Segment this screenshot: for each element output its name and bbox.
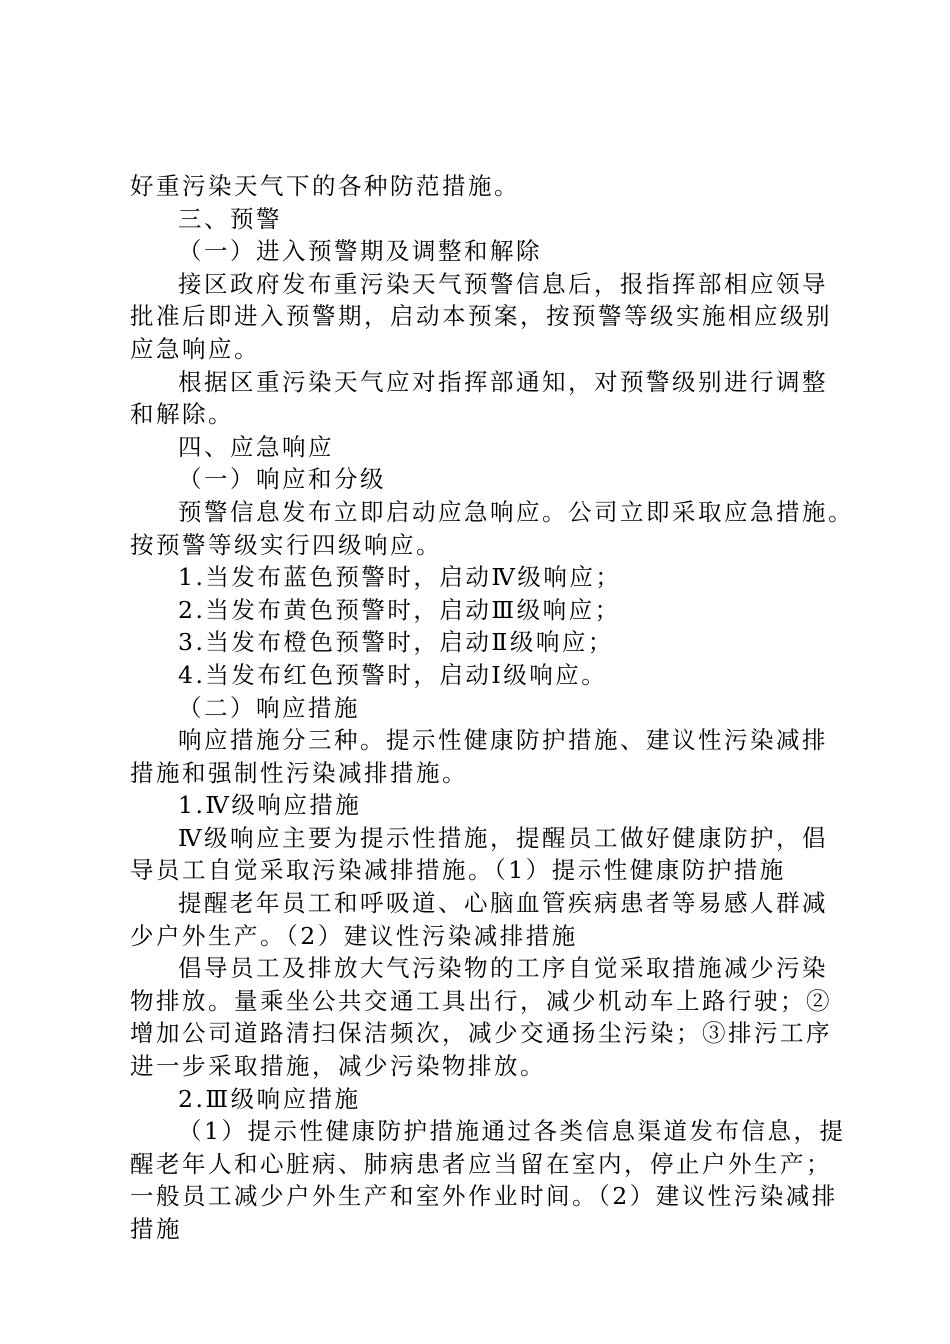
text-line: 1.当发布蓝色预警时，启动Ⅳ级响应； xyxy=(178,563,622,592)
text-line: 物排放。量乘坐公共交通工具出行，减少机动车上路行驶；② xyxy=(130,986,832,1015)
text-line: 2.当发布黄色预警时，启动Ⅲ级响应； xyxy=(178,595,621,624)
text-line: （一）进入预警期及调整和解除 xyxy=(178,237,542,266)
text-line: 好重污染天气下的各种防范措施。 xyxy=(130,172,520,200)
text-line: 一般员工减少户外生产和室外作业时间。（2）建议性污染减排 xyxy=(130,1182,838,1211)
text-line: 根据区重污染天气应对指挥部通知，对预警级别进行调整 xyxy=(178,367,828,396)
text-line: （二）响应措施 xyxy=(178,693,360,722)
text-line: 按预警等级实行四级响应。 xyxy=(130,530,442,559)
text-line: 2.Ⅲ级响应措施 xyxy=(178,1084,361,1113)
text-line: 四、应急响应 xyxy=(178,432,334,461)
text-line: 批准后即进入预警期，启动本预案，按预警等级实施相应级别 xyxy=(130,302,832,331)
text-line: 措施 xyxy=(130,1215,182,1243)
text-line: 应急响应。 xyxy=(130,334,260,363)
text-line: 少户外生产。（2）建议性污染减排措施 xyxy=(130,921,578,950)
text-line: 1.Ⅳ级响应措施 xyxy=(178,791,362,820)
text-line: 措施和强制性污染减排措施。 xyxy=(130,758,468,787)
text-line: 提醒老年员工和呼吸道、心脑血管疾病患者等易感人群减 xyxy=(178,889,828,918)
text-line: 进一步采取措施，减少污染物排放。 xyxy=(130,1052,546,1081)
text-line: （一）响应和分级 xyxy=(178,465,386,494)
text-line: Ⅳ级响应主要为提示性措施，提醒员工做好健康防护，倡 xyxy=(178,823,828,852)
text-line: 导员工自觉采取污染减排措施。（1）提示性健康防护措施 xyxy=(130,856,786,885)
text-line: 醒老年人和心脏病、肺病患者应当留在室内，停止户外生产； xyxy=(130,1149,832,1178)
text-line: 4.当发布红色预警时，启动Ⅰ级响应。 xyxy=(178,660,608,689)
text-line: 接区政府发布重污染天气预警信息后，报指挥部相应领导 xyxy=(178,269,828,298)
text-line: 和解除。 xyxy=(130,400,234,429)
text-line: 三、预警 xyxy=(178,204,282,233)
text-line: 3.当发布橙色预警时，启动Ⅱ级响应； xyxy=(178,628,614,657)
text-line: 预警信息发布立即启动应急响应。公司立即采取应急措施。 xyxy=(178,497,854,526)
text-line: 增加公司道路清扫保洁频次，减少交通扬尘污染；③排污工序 xyxy=(130,1019,832,1048)
text-line: （1）提示性健康防护措施通过各类信息渠道发布信息，提 xyxy=(178,1117,846,1146)
text-line: 倡导员工及排放大气污染物的工序自觉采取措施减少污染 xyxy=(178,954,828,983)
document-body xyxy=(130,170,854,1246)
text-line: 响应措施分三种。提示性健康防护措施、建议性污染减排 xyxy=(178,726,828,755)
